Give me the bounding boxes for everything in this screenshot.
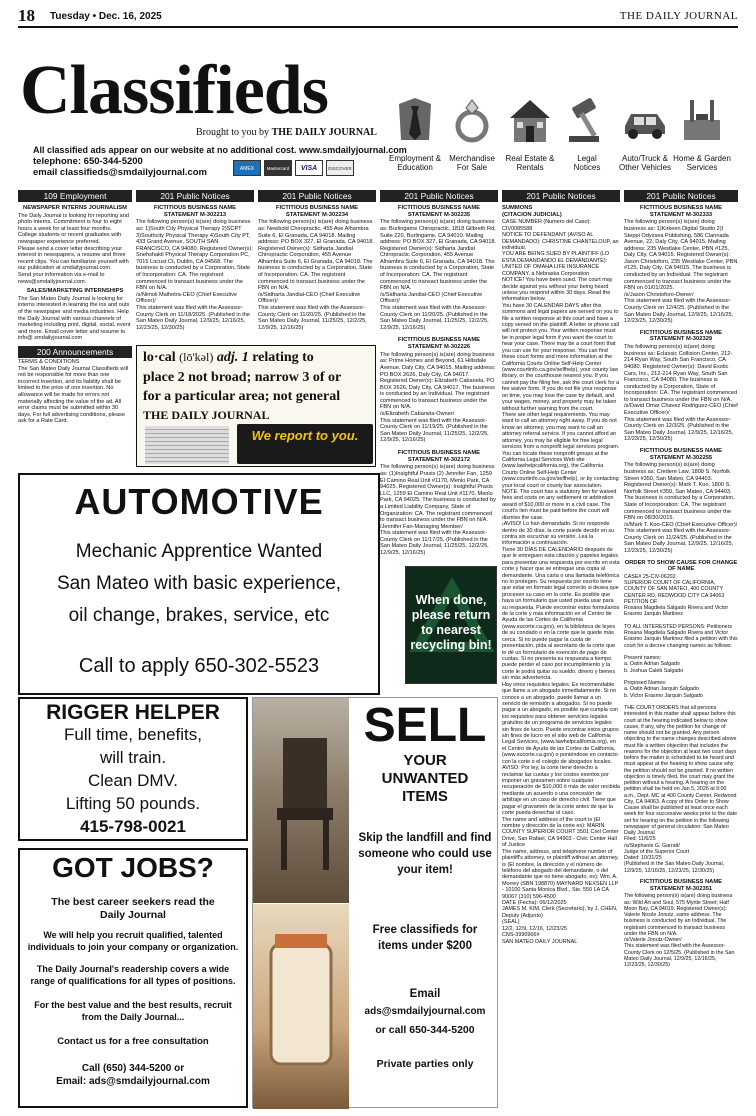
notice-title: FICTITIOUS BUSINESS NAME STATEMENT M-302226 xyxy=(397,337,481,351)
category-merchandise-label: Merchandise For Sale xyxy=(449,154,495,173)
mastercard-icon: Mastercard xyxy=(264,160,292,176)
column-public-notices-4 xyxy=(380,190,498,578)
header-rule xyxy=(18,26,738,28)
chair-icon xyxy=(253,698,349,903)
category-home-label: Home & Garden Services xyxy=(673,154,731,173)
local-slogan-panel xyxy=(237,424,373,464)
notice-body: TERMS & CONDITIONS The San Mateo Daily Journal Classifieds will not be responsible for more than one incorrect insertion, and its liability shall be limited to the price of one insertion. No allowance will be made for errors not materially affecting the value of the ad. All error claims must be submitted within 30 days. For full advertising conditions, please ask for a Rate Card. xyxy=(18,359,129,425)
brought-by-brand: THE DAILY JOURNAL xyxy=(271,127,377,138)
rigger-title: RIGGER HELPER xyxy=(46,701,220,724)
section-header-employment: 109 Employment xyxy=(18,190,132,202)
newspaper-stack-image xyxy=(145,426,229,464)
notice-body: CASE# 25-CIV-06202 SUPERIOR COURT OF CALIFORNIA, COUNTY OF SAN MATEO, 400 COUNTY CENTER RD, REDWOOD CITY CA 94063 PETITION OF Roxana Magdiela Salgado Rivera and Victor Erasmo Jarquin Martinez TO ALL INTERESTED PERSONS: Petitioners Roxana Magdiela Salgado Rivera and Victor Erasmo Jarquin Martinez filed a petition with this court for a decree changing names as follows: Present names: a. Oatin Adrian Salgado b. Joshua Caleb Salgado Proposed Names: a. Oatin Adrian Jarquin Salgado b. Victor Erasmo Jarquin Salgado THE COURT ORDERS that all persons interested in this matter shall appear before this court at the hearing indicated below to show cause, if any, why the petition for change of name should not be granted. Any person objecting to the name changes described above must file a written objection that includes the reasons for the objection at least two court days before the matter is scheduled to be heard and must appear at the hearing to show cause why the petition should not be granted. If no written objection is timely filed, the court may grant the petition without a hearing. A hearing on the petition shall be held on Jan 5, 2026 at 9:00 a.m., Dept. MC at 400 County Center, Redwood City, CA 94063. A copy of this Order to Show Cause shall be published at least once each week for four successive weeks prior to the date set for hearing on the petition in the following newspaper of general circulation: San Mateo Daily Journal Filed: 11/6/25 /s/Stephanie G. Garratt/ Judge of the Superior Court Dated: 10/31/25 (Published in the San Mateo Daily Journal, 12/9/25, 12/16/25, 12/23/25, 12/30/25) xyxy=(624,573,738,874)
section-header-announcements: 200 Announcements xyxy=(18,346,132,358)
notice-title: ORDER TO SHOW CAUSE FOR CHANGE OF NAME xyxy=(624,559,738,573)
notice-title: FICTITIOUS BUSINESS NAME STATEMENT M-302329 xyxy=(639,329,723,343)
notice-body: The following person(s) is(are) doing business as: Credere Law, 1800 S. Norfolk Street #350, San Mateo, CA 94403. Registered Owner(s): Mark T. Koo, 1800 S. Norfolk Street #350, San Mateo, CA 94403. The business is conducted by a Corporation, State of Incorporation: CA. The registrant commenced to transact business under the FBN on 08/30/2015. /s/Mark T. Koo-CEO (Chief Executive Officer)/ This statement was filed with the Assessor-County Clerk on 11/24/25. (Published in the San Mateo Daily Journal, 12/9/25, 12/16/25, 12/23/25, 12/30/25) xyxy=(624,462,738,555)
furniture-photo xyxy=(253,698,349,903)
notice-body: The Daily Journal is looking for reporting and photo interns. Commitment is four to eight hours a week for at least four months. College students or recent graduates with newspaper experience preferred. Please send a cover letter describing your interest in newspapers, a resume and three recent clips. You can familiarize yourself with our publication at smdailyjournal.com. Send your information via e-mail to news@smdailyjournal.com. xyxy=(18,212,130,285)
notice-title: FICTITIOUS BUSINESS NAME STATEMENT M-302234 xyxy=(275,205,359,218)
jars-photo xyxy=(253,904,349,1109)
notice-body: The following person(s) is(are) doing business as: Eclassic Collision Center, 212-214 Ryan Way, South San Francisco, CA 94080. Registered Owner(s): David Exotic Cars, Inc., 212-214 Ryan Way, South San Francisco, CA 94080. The business is conducted by a Corporation, State of Incorporation: CA. The registrant commenced to transact business under the FBN on N/A. /s/David Omar Chavez Rodriguez-CEO (Chief Executive Officer)/ This statement was filed with the Assessor-County Clerk on 12/3/25. (Published in the San Mateo Daily Journal, 12/9/25, 12/16/25, 12/23/25, 12/30/25) xyxy=(624,344,738,443)
category-real-estate[interactable] xyxy=(499,154,561,172)
notice-title: FICTITIOUS BUSINESS NAME STATEMENT M-302235 xyxy=(397,205,481,218)
jobs-title: GOT JOBS? xyxy=(52,852,214,883)
notice-title: FICTITIOUS BUSINESS NAME STATEMENT M-302351 xyxy=(639,878,723,892)
category-legal-label: Legal Notices xyxy=(573,154,601,173)
section-header-public-notices: 201 Public Notices xyxy=(136,190,254,202)
jobs-contact[interactable]: Call (650) 344-5200 or Email: ads@smdailyjournal.com xyxy=(56,1063,210,1087)
gavel-icon xyxy=(561,94,613,146)
sell-sub1: YOUR xyxy=(403,752,447,769)
tie-icon xyxy=(389,94,441,146)
sell-line1: Skip the landfill and find someone who could use your item! xyxy=(358,832,492,876)
sell-sub2: UNWANTED xyxy=(381,770,469,787)
jobs-line5: Contact us for a free consultation xyxy=(57,1036,209,1047)
notice-title: SUMMONS (CITACION JUDICIAL) xyxy=(502,205,562,218)
got-jobs-ad xyxy=(18,848,248,1108)
local-brand-text: THE DAILY JOURNAL xyxy=(143,408,270,422)
discover-card-icon: DISCOVER xyxy=(326,160,354,176)
notice-title: NEWSPAPER INTERNS JOURNALISM xyxy=(23,205,127,211)
notice-body: The following person(s) is(are) doing business as: (1)Insightful Praxis (2) Jennifer Fan, 1259 El Camino Real Unit #1170, Menlo Park, CA 94025. Registered Owner(s): Insightful Praxis LLC, 1259 El Camino Real Unit #1170, Menlo Park, CA 94025. The business is conducted by a Limited Liability Company, State of Organization: CA. The registrant commenced to transact business under the FBN on N/A. /Jennifer Fan-Managing Member/ This statement was filed with the Assessor-County Clerk on 11/17/25. (Published in the San Mateo Daily Journal, 11/25/25, 12/2/25, 12/9/25, 12/16/25) xyxy=(380,464,496,557)
column-public-notices-6 xyxy=(624,190,738,1110)
rigger-helper-ad xyxy=(18,697,248,841)
local-slogan: We report to you. xyxy=(251,428,359,443)
automotive-title: AUTOMOTIVE xyxy=(74,481,324,522)
column-public-notices-2 xyxy=(136,190,254,340)
brought-by-text: Brought to you by xyxy=(196,127,270,138)
notice-body: The following person(s) is(are) doing business as: 1)South City Physical Therapy 2)SCPT 3)Southcity Physical Therapy 4)South City PT, 433 Grand Avenue, SOUTH SAN FRANCISCO, CA 94080. Registered Owner(s): Snehshakti Physical Therapy Corporation PC, 7015 Locust Ct, Dublin, CA 94568. The business is conducted by a Corporation, State of Incorporation: CA. The registrant commenced to transact business under the FBN on N/A. /s/Nimoli Malhotra-CEO (Chief Executive Officer)/ This statement was filed with the Assessor-County Clerk on 11/18/2025. (Published in the San Mateo Daily Journal, 12/9/25, 12/16/25, 12/23/25, 12/30/25) xyxy=(136,219,253,331)
notice-body: CASE NUMBER (Numero del Caso): CIV0085588 NOTICE TO DEFENDANT (AVISO AL DEMANDADO): CHRISTINE CHANTELOUP, an individual. YOU ARE BEING SUED BY PLAINTIFF (LO ESTA DEMANDANDO EL DEMANDANTE): UNITED OF OMAHA LIFE INSURANCE COMPANY, a Nebraska Corporation NOTICE! You have been sued. The court may decide against you without your being heard unless you respond within 30 days. Read the information below. You have 30 CALENDAR DAYS after this summons and legal papers are served on you to file a written response at this court and have a copy served on the plaintiff. A letter or phone call will not protect you. Your written response must be in proper legal form if you want the court to hear your case. There may be a court form that you can use for your response. You can find these court forms and more information at the California Courts Online Self-Help Center (www.courtinfo.ca.gov/selfhelp), your county law library, or the courthouse nearest you. If you cannot pay the filing fee, ask the court clerk for a fee waiver form. If you do not file your response on time, you may lose the case by default, and your wages, money, and property may be taken without further warning from the court. There are other legal requirements. You may want to call an attorney right away. If you do not know an attorney, you may want to call an attorney referral service. If you cannot afford an attorney, you may be eligible for free legal services from a nonprofit legal services program. You can locate these nonprofit groups at the California Legal Services Web site (www.lawhelpcalifornia.org), the California Courts Online Self-Help Center (www.courtinfo.ca.gov/selfhelp), or by contacting your local court or county bar association. NOTE: The court has a statutory lien for waived fees and costs on any settlement or arbitration award of $10,000 or more in a civil case. The court's lien must be paid before the court will dismiss the case. ¡AVISO! Lo han demandado. Si no responde dentro de 30 días, la corte puede decidir en su contra sin escuchar su versión. Lea la información a continuación. Tiene 30 DÍAS DE CALENDARIO después de que le entreguen esta citación y papeles legales para presentar una respuesta por escrito en esta corte y hacer que se entregue una copia al demandante. Una carta o una llamada telefónica no lo protegen. Su respuesta por escrito tiene que estar en formato legal correcto si desea que procesen su caso en la corte. Es posible que haya un formulario que usted pueda usar para su respuesta. Puede encontrar estos formularios de la corte y más información en el Centro de Ayuda de las Cortes de California (www.sucorte.ca.gov), en la biblioteca de leyes de su condado o en la corte que le quede más cerca. Si no puede pagar la cuota de presentación, pida al secretario de la corte que le dé un formulario de exención de pago de cuotas. Si no presenta su respuesta a tiempo, puede perder el caso por incumplimiento y la corte le podrá quitar su sueldo, dinero y bienes sin más advertencia. Hay otros requisitos legales. Es recomendable que llame a un abogado inmediatamente. Si no conoce a un abogado, puede llamar a un servicio de remisión a abogados. Si no puede pagar a un abogado, es posible que cumpla con los requisitos para obtener servicios legales gratuitos de un programa de servicios legales sin fines de lucro. Puede encontrar estos grupos sin fines de lucro en el sitio web de California Legal Services, (www.lawhelpcalifornia.org), en el Centro de Ayuda de las Cortes de California, (www.sucorte.ca.gov) o poniéndose en contacto con la corte o el colegio de abogados locales. AVISO: Por ley, la corte tiene derecho a reclamar las cuotas y los costos exentos por imponer un gravamen sobre cualquier recuperación de $10,000 ó más de valor recibida mediante un acuerdo o una concesión de arbitraje en un caso de derecho civil. Tiene que pagar el gravamen de la corte antes de que la corte pueda desechar el caso. The name and address of the court is (El nombre y dirección de la corte es): MARIN COUNTY SUPERIOR COURT 3501 Civil Center Drive, San Rafael, CA 94903 - Civic Center Hall of Justice The name, address, and telephone number of plaintiff's attorney, or plaintiff without an attorney, is (El nombre, la dirección y el número de teléfono del abogado del demandante, o del demandante que no tiene abogado, es): Wm. A. Morrey (SBN 198870) MAYNARD NEXSEN LLP - 10100 Santa Monica Blvd., Ste. 550 LA CA 90067 (310) 596-4500 DATE (Fecha): 06/12/2025 JAMES M. KIM, Clerk (Secretario), by J. CHEN, Deputy (Adjunto) (SEAL) 12/2, 12/9, 12/16, 12/23/25 CNS-3990966# SAN MATEO DAILY JOURNAL xyxy=(502,219,620,945)
rigger-line4: Lifting 50 pounds. xyxy=(65,794,201,813)
notice-title: FICTITIOUS BUSINESS NAME STATEMENT M-302213 xyxy=(153,205,237,218)
house-icon xyxy=(504,94,556,146)
notice-body: The San Mateo Daily Journal is looking for interns interested in learning the ins and outs of the newspaper and media industries. Help the Daily Journal with various channels of marketing including print, digital, social, event and more. Email cover letter and resume to info@ smdailyjournal.com xyxy=(18,295,133,342)
paper-name: THE DAILY JOURNAL xyxy=(619,10,738,22)
rigger-line1: Full time, benefits, xyxy=(64,725,202,744)
local-def-line2: place 2 not broad; narrow 3 of or xyxy=(143,370,342,385)
jobs-line1: The best career seekers read the Daily Journal xyxy=(51,896,215,921)
jobs-line3: The Daily Journal's readership covers a wide range of qualifications for all types of positions. xyxy=(30,964,236,986)
automotive-line1: Mechanic Apprentice Wanted xyxy=(75,541,323,562)
tools-icon xyxy=(676,94,728,146)
recycle-ad xyxy=(405,566,497,684)
category-merchandise[interactable] xyxy=(441,154,503,172)
rigger-phone[interactable]: 415-798-0021 xyxy=(80,817,186,836)
automotive-line2: San Mateo with basic experience, xyxy=(56,573,342,594)
category-employment-label: Employment & Education xyxy=(388,154,442,173)
section-header-public-notices: 201 Public Notices xyxy=(502,190,620,202)
column-employment xyxy=(18,190,132,466)
classified-notice: All classified ads appear on our website at no additional cost. www.smdailyjournal.com xyxy=(33,145,407,155)
classifieds-title: Classifieds xyxy=(20,52,328,129)
local-brand xyxy=(143,408,269,423)
visa-card-icon: VISA xyxy=(295,160,323,176)
rigger-line2: will train. xyxy=(99,748,167,767)
local-definition-ad xyxy=(136,345,376,467)
telephone-line[interactable]: telephone: 650-344-5200 xyxy=(33,156,143,167)
automotive-ad xyxy=(18,473,380,695)
jar-icon xyxy=(253,904,349,1109)
section-header-public-notices: 201 Public Notices xyxy=(624,190,738,202)
rigger-line3: Clean DMV. xyxy=(87,771,179,790)
local-rel: relating to xyxy=(252,350,314,365)
automotive-line3: oil change, brakes, service, etc xyxy=(68,605,330,626)
category-real-estate-label: Real Estate & Rentals xyxy=(505,154,555,173)
issue-date: Tuesday • Dec. 16, 2025 xyxy=(50,11,162,22)
sell-title: SELL xyxy=(363,699,487,752)
notice-body: The following person(s) is(are) doing business as: Newbold Chiropractic, 455 Ave Alhambra Suite 6, El Granada, CA 94018. Mailing address: PO BOX 327, El Granada, CA 94018. Registered Owner(s): Sidharta Jandial Chiropractic Corporation, 455 Avenue Alhambra Suite 6, El Granada, CA 94018. The business is conducted by a Corporation, State of Incorporation: CA. The registrant commenced to transact business under the FBN on N/A. /s/Sidharta Jandial-CEO (Chief Executive Officer)/ This statement was filed with the Assessor-County Clerk on 11/20/25. (Published in the San Mateo Daily Journal, 11/25/25, 12/2/25, 12/9/25, 12/16/25) xyxy=(258,219,374,331)
ring-icon xyxy=(446,94,498,146)
local-pron: (lō'kəl) xyxy=(179,350,214,364)
sell-phone[interactable]: or call 650-344-5200 xyxy=(375,1024,475,1036)
category-legal-notices[interactable] xyxy=(556,154,618,172)
sell-line3: Email xyxy=(409,988,441,1000)
brought-by xyxy=(196,127,377,138)
card-logos xyxy=(233,160,354,176)
jobs-line4: For the best value and the best results, recruit from the Daily Journal... xyxy=(34,1000,232,1022)
category-auto[interactable] xyxy=(614,154,676,172)
notice-body: The following person(s) is(are) doing business as: Prime Homes and Beyond, 61 Hillsdale Avenue, Daly City, CA 94015. Mailing address: PO BOX 2626, Daly City, CA 94017. Registered Owner(s): Elizabeth Cabanela, PO BOX 2626, Daly City, CA 94017. The business is conducted by an Individual. The registrant commenced to transact business under the FBN on N/A. /s/Elizabeth Cabanela-Owner/ This statement was filed with the Assessor-County Clerk on 11/19/25. (Published in the San Mateo Daily Journal, 11/25/25, 12/2/25, 12/9/25, 12/16/25) xyxy=(380,351,496,444)
recycle-text: When done, please return to nearest recycling bin! xyxy=(410,593,492,652)
amex-card-icon: AMEX xyxy=(233,160,261,176)
local-adj: adj. 1 xyxy=(216,350,249,365)
notice-title: FICTITIOUS BUSINESS NAME STATEMENT M-302333 xyxy=(639,205,723,218)
notice-body: The following person(s) is(are) doing business as: Wild Art and Soul, 575 Myrtle Street; Half Moon Bay, CA 94019. Registered Owner(s): Valerie Nicole Jonutz, same address. The business is conducted by an Individual. The registrant commenced to transact business under the FBN on N/A. /s/Valerie Jonutz-Owner/ This statement was filed with the Assessor-County Clerk on 12/5/25. (Published in the San Mateo Daily Journal, 12/9/25, 12/16/25, 12/23/25, 12/30/25) xyxy=(624,893,735,969)
automotive-phone[interactable]: Call to apply 650-302-5523 xyxy=(78,655,320,677)
notice-title: FICTITIOUS BUSINESS NAME STATEMENT M-302255 xyxy=(639,448,723,461)
car-icon xyxy=(619,94,671,146)
jobs-line2: We will help you recruit qualified, talented individuals to join your company or organization. xyxy=(27,930,239,952)
page-number: 18 xyxy=(18,6,35,25)
column-public-notices-5 xyxy=(502,190,620,1110)
local-word: lo·cal xyxy=(143,350,176,365)
column-public-notices-3 xyxy=(258,190,376,340)
section-header-public-notices: 201 Public Notices xyxy=(380,190,498,202)
notice-body: The following person(s) is(are) doing business as: 1)Kirkeen Digital Studio 2)I Steppi Odyssea Publishing, 586 Clannada Avenue, 22, Daly City, CA 94015. Mailing address: 235 Westlake Center, PBN #125, Daly City, CA 94015. Registered Owner(s): Jason Christoforo, 235 Westlake Center, PBN #125, Daly City, CA 94015. The business is conducted by an Individual. The registrant commenced to transact business under the FBN on 01/01/2025. /s/Jason Christoforo-Owner/ This statement was filed with the Assessor-County Clerk on 12/4/25. (Published in the San Mateo Daily Journal, 12/9/25, 12/16/25, 12/23/25, 12/30/25) xyxy=(624,219,738,325)
email-line[interactable]: email classifieds@smdailyjournal.com xyxy=(33,167,208,178)
sell-private: Private parties only xyxy=(376,1058,474,1070)
section-header-public-notices: 201 Public Notices xyxy=(258,190,376,202)
category-home-garden[interactable] xyxy=(671,154,733,172)
local-def-line3: for a particular area; not general xyxy=(143,389,341,404)
sell-line2: Free classifieds for items under $200 xyxy=(372,924,478,952)
sell-email[interactable]: ads@smdailyjournal.com xyxy=(364,1006,486,1017)
notice-title: SALES/MARKETING INTERNSHIPS xyxy=(26,288,124,295)
notice-body: The following person(s) is(are) doing business as: Burlingame Chiropractic, 1818 Gilbreth Rd, Suite 220, Burlingame, CA 94010. Mailing address: PO BOX 327, El Granada, CA 94018. Registered Owner(s): Sidharta Jandial Chiropractic Corporation, 455 Avenue Alhambra Suite 6, El Granada, CA 94018. The business is conducted by a Corporation, State of Incorporation: CA. The registrant commenced to transact business under the FBN on N/A. /s/Sidharta Jandial-CEO (Chief Executive Officer)/ This statement was filed with the Assessor-County Clerk on 11/20/25. (Published in the San Mateo Daily Journal, 11/25/25, 12/2/25, 12/9/25, 12/16/25) xyxy=(380,219,496,331)
sell-unwanted-items-ad xyxy=(252,697,498,1108)
sell-sub3: ITEMS xyxy=(402,788,448,805)
local-def-line1 xyxy=(143,350,314,366)
notice-title: FICTITIOUS BUSINESS NAME STATEMENT M-302172 xyxy=(397,450,481,463)
category-auto-label: Auto/Truck & Other Vehicles xyxy=(618,154,672,173)
category-employment[interactable] xyxy=(384,154,446,172)
